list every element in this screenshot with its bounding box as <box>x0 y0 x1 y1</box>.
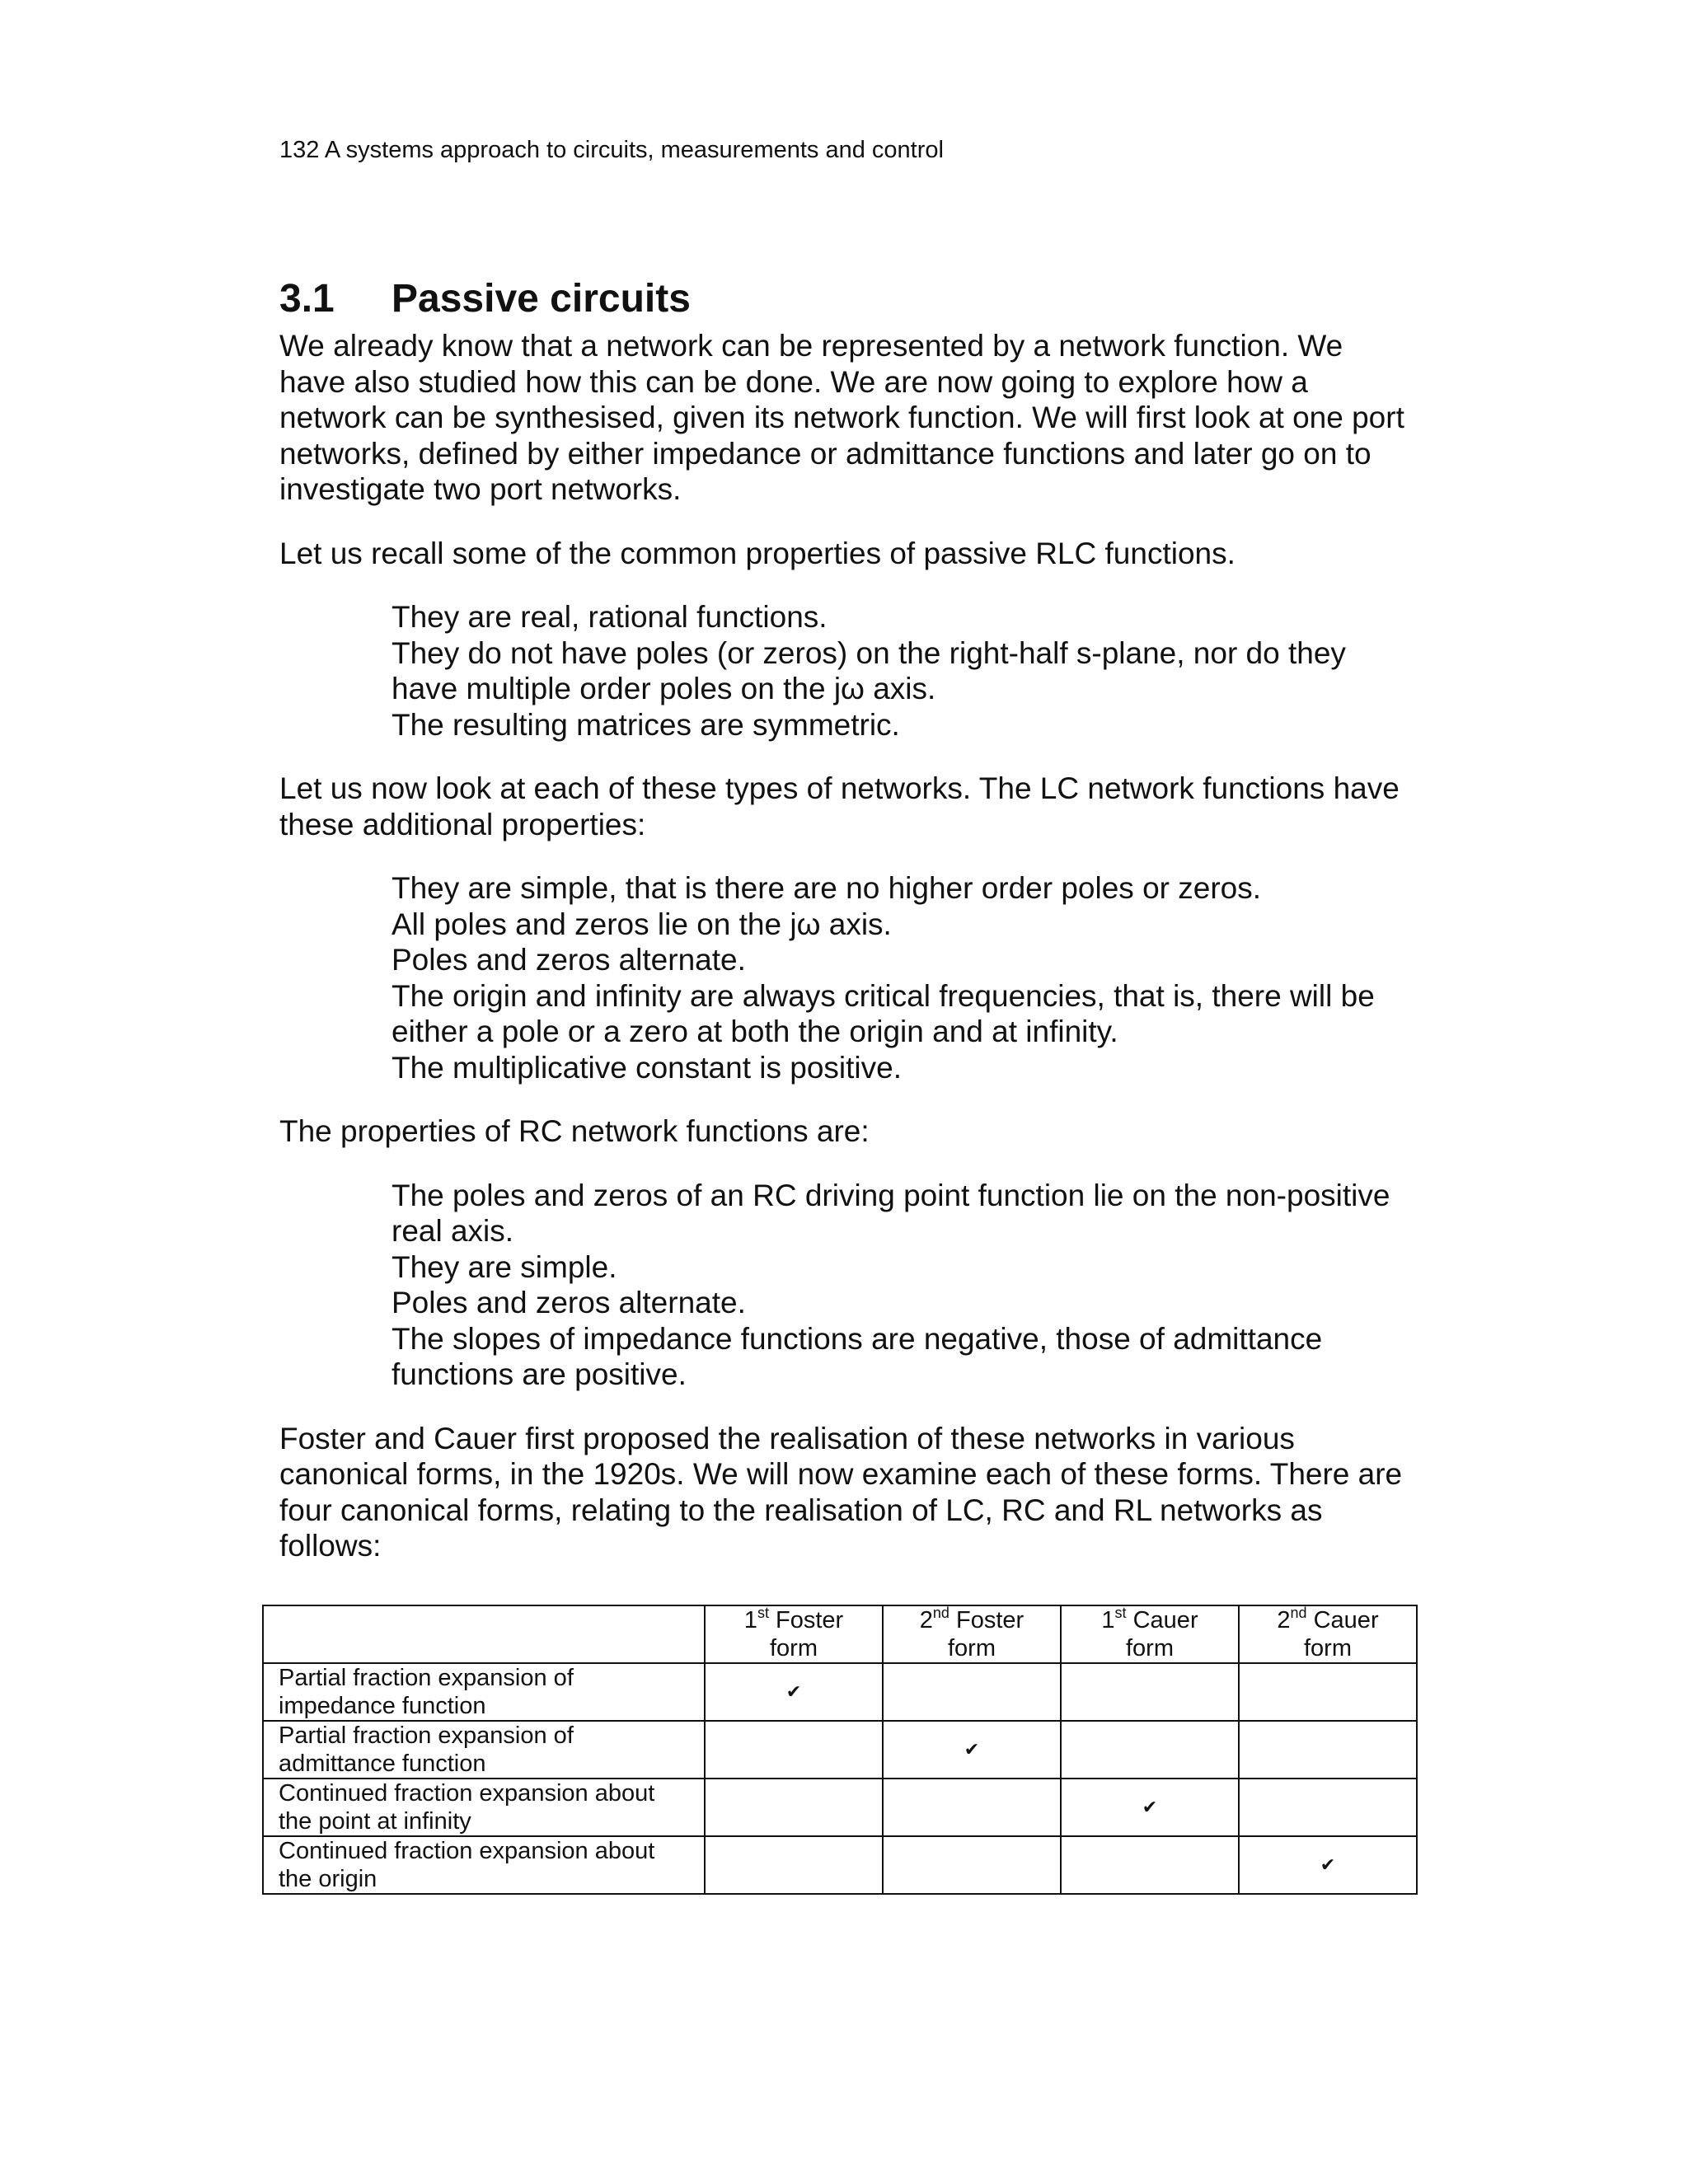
check-icon: ✔ <box>964 1739 980 1760</box>
rc-intro-paragraph: The properties of RC network functions are: <box>279 1114 870 1148</box>
form-cell <box>1061 1779 1239 1836</box>
form-cell <box>1239 1721 1417 1779</box>
list-item: All poles and zeros lie on the jω axis. <box>392 907 892 941</box>
section-title: Passive circuits <box>392 277 691 321</box>
form-cell <box>1061 1836 1239 1894</box>
form-cell <box>705 1836 883 1894</box>
table-row <box>263 1779 1417 1836</box>
list-item: Poles and zeros alternate. <box>392 1286 746 1319</box>
canonical-forms-table <box>262 1605 1418 1895</box>
table-corner-cell <box>263 1605 705 1663</box>
column-header: 1st Foster form <box>705 1605 883 1663</box>
row-label: Continued fraction expansion about the origin <box>263 1836 705 1894</box>
check-icon: ✔ <box>1320 1854 1336 1875</box>
list-item: They are simple, that is there are no higher order poles or zeros. <box>392 871 1262 905</box>
intro-paragraph: We already know that a network can be represented by a network function. We have also studied how this can be done. We are now going to explore how a network can be synthesised, given its network function. We will first look at one port networks, defined by either impedance or admittance functions and later go on to investigate two port networks. <box>279 329 1404 506</box>
recall-paragraph: Let us recall some of the common properties of passive RLC functions. <box>279 536 1236 570</box>
form-cell <box>1239 1663 1417 1721</box>
list-item: They are simple. <box>392 1249 617 1284</box>
list-item: They are real, rational functions. <box>392 600 828 634</box>
lc-properties-list <box>392 870 1413 1085</box>
form-cell <box>1061 1721 1239 1779</box>
section-heading <box>279 272 1413 326</box>
check-icon: ✔ <box>1142 1797 1158 1817</box>
row-label: Partial fraction expansion of admittance function <box>263 1721 705 1779</box>
row-label: Partial fraction expansion of impedance function <box>263 1663 705 1721</box>
column-header: 2nd Cauer form <box>1239 1605 1417 1663</box>
column-header: 1st Cauer form <box>1061 1605 1239 1663</box>
table-header-row <box>263 1605 1417 1663</box>
table-row <box>263 1663 1417 1721</box>
list-item: The resulting matrices are symmetric. <box>392 707 900 742</box>
list-item: Poles and zeros alternate. <box>392 943 746 977</box>
list-item: The origin and infinity are always critical frequencies, that is, there will be either a pole or a zero at both the origin and at infinity. <box>392 978 1375 1048</box>
running-header: 132 A systems approach to circuits, measurements and control <box>279 137 944 163</box>
page-content <box>279 272 1413 1592</box>
rc-properties-list <box>392 1178 1413 1393</box>
foster-cauer-paragraph: Foster and Cauer first proposed the realisation of these networks in various canonical forms, in the 1920s. We will now examine each of these forms. There are four canonical forms, relating to the realisation of LC, RC and RL networks as follows: <box>279 1421 1403 1563</box>
table-row <box>263 1721 1417 1779</box>
form-cell <box>705 1721 883 1779</box>
form-cell <box>1239 1836 1417 1894</box>
section-number: 3.1 <box>279 277 335 321</box>
table-row <box>263 1836 1417 1894</box>
row-label: Continued fraction expansion about the point at infinity <box>263 1779 705 1836</box>
column-header: 2nd Foster form <box>883 1605 1061 1663</box>
form-cell <box>883 1836 1061 1894</box>
list-item: The poles and zeros of an RC driving point function lie on the non-positive real axis. <box>392 1178 1390 1248</box>
rlc-properties-list <box>392 599 1413 743</box>
check-icon: ✔ <box>785 1681 802 1702</box>
list-item: The multiplicative constant is positive. <box>392 1050 902 1085</box>
form-cell <box>1061 1663 1239 1721</box>
form-cell <box>1239 1779 1417 1836</box>
lc-intro-paragraph: Let us now look at each of these types of networks. The LC network functions have these additional properties: <box>279 771 1400 841</box>
list-item: They do not have poles (or zeros) on the right-half s-plane, nor do they have multiple order poles on the jω axis. <box>392 635 1346 705</box>
form-cell <box>883 1663 1061 1721</box>
form-cell <box>705 1779 883 1836</box>
form-cell <box>883 1779 1061 1836</box>
form-cell <box>883 1721 1061 1779</box>
form-cell <box>705 1663 883 1721</box>
list-item: The slopes of impedance functions are negative, those of admittance functions are positive. <box>392 1321 1323 1391</box>
